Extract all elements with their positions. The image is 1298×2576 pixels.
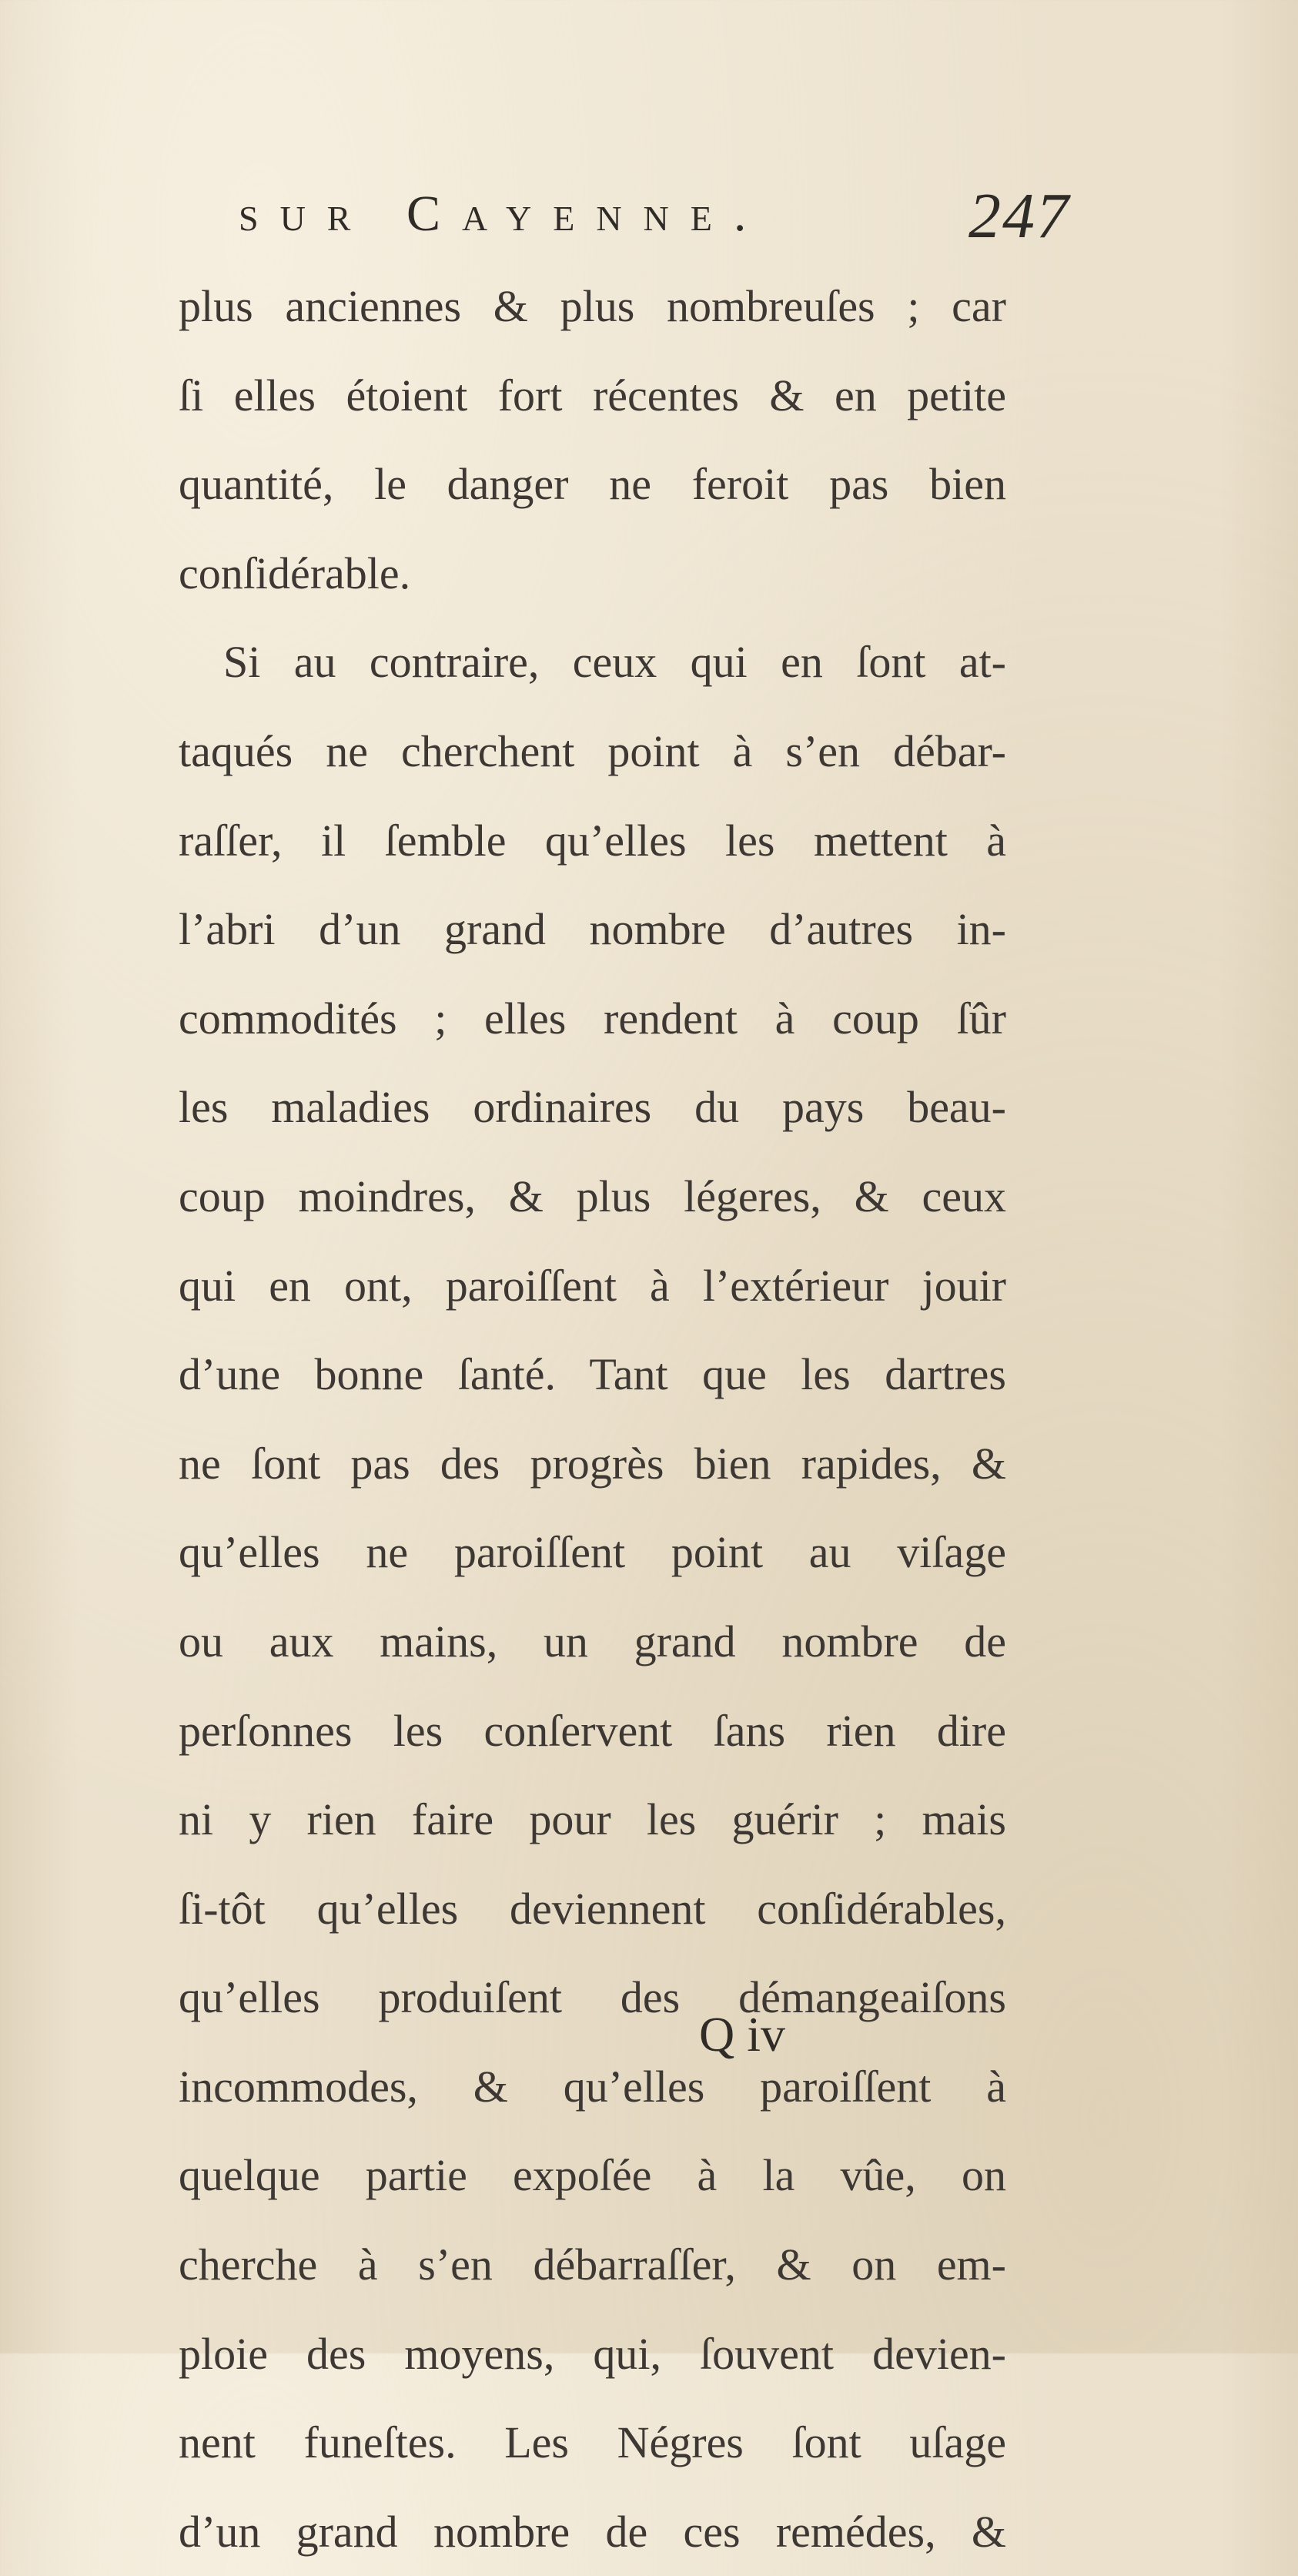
text-line: plus anciennes & plus nombreuſes ; car <box>179 281 1006 331</box>
page-number: 247 <box>968 180 1070 252</box>
text-line: ne ſont pas des progrès bien rapides, & <box>179 1438 1006 1489</box>
text-line: quantité, le danger ne feroit pas bien <box>179 459 1006 510</box>
text-line: nent funeſtes. Les Négres ſont uſage <box>179 2417 1006 2468</box>
text-line: incommodes, & qu’elles paroiſſent à <box>179 2061 1006 2112</box>
text-line: les maladies ordinaires du pays beau- <box>179 1082 1006 1133</box>
text-line: Si au contraire, ceux qui en ſont at- <box>223 637 1006 688</box>
text-line: ploie des moyens, qui, ſouvent devien- <box>179 2328 1006 2379</box>
text-line: quelque partie expoſée à la vûe, on <box>179 2150 1006 2201</box>
body-text <box>179 262 1006 2576</box>
text-line: qu’elles produiſent des démangeaiſons <box>179 1972 1006 2023</box>
text-line: ni y rien faire pour les guérir ; mais <box>179 1794 1006 1845</box>
text-line: ou aux mains, un grand nombre de <box>179 1616 1006 1667</box>
text-line: taqués ne cherchent point à s’en débar- <box>179 725 1006 776</box>
text-line: conſidérable. <box>179 548 411 598</box>
text-line: commodités ; elles rendent à coup ſûr <box>179 993 1006 1043</box>
text-line: ſi-tôt qu’elles deviennent conſidérables, <box>179 1883 1006 1934</box>
text-line: qui en ont, paroiſſent à l’extérieur jouir <box>179 1260 1006 1311</box>
text-line: d’une bonne ſanté. Tant que les dartres <box>179 1349 1006 1400</box>
signature-mark: Q iv <box>699 2007 785 2062</box>
text-line: raſſer, il ſemble qu’elles les mettent à <box>179 815 1006 866</box>
text-line: d’un grand nombre de ces remédes, & <box>179 2506 1006 2557</box>
text-line: coup moindres, & plus légeres, & ceux <box>179 1171 1006 1221</box>
text-line: qu’elles ne paroiſſent point au viſage <box>179 1527 1006 1578</box>
text-line: l’abri d’un grand nombre d’autres in- <box>179 904 1006 955</box>
text-line: perſonnes les conſervent ſans rien dire <box>179 1705 1006 1756</box>
text-line: cherche à s’en débarraſſer, & on em- <box>179 2239 1006 2290</box>
text-line: ſi elles étoient fort récentes & en petite <box>179 370 1006 420</box>
running-title: sur Cayenne. <box>239 186 768 242</box>
page-header <box>239 179 1070 263</box>
